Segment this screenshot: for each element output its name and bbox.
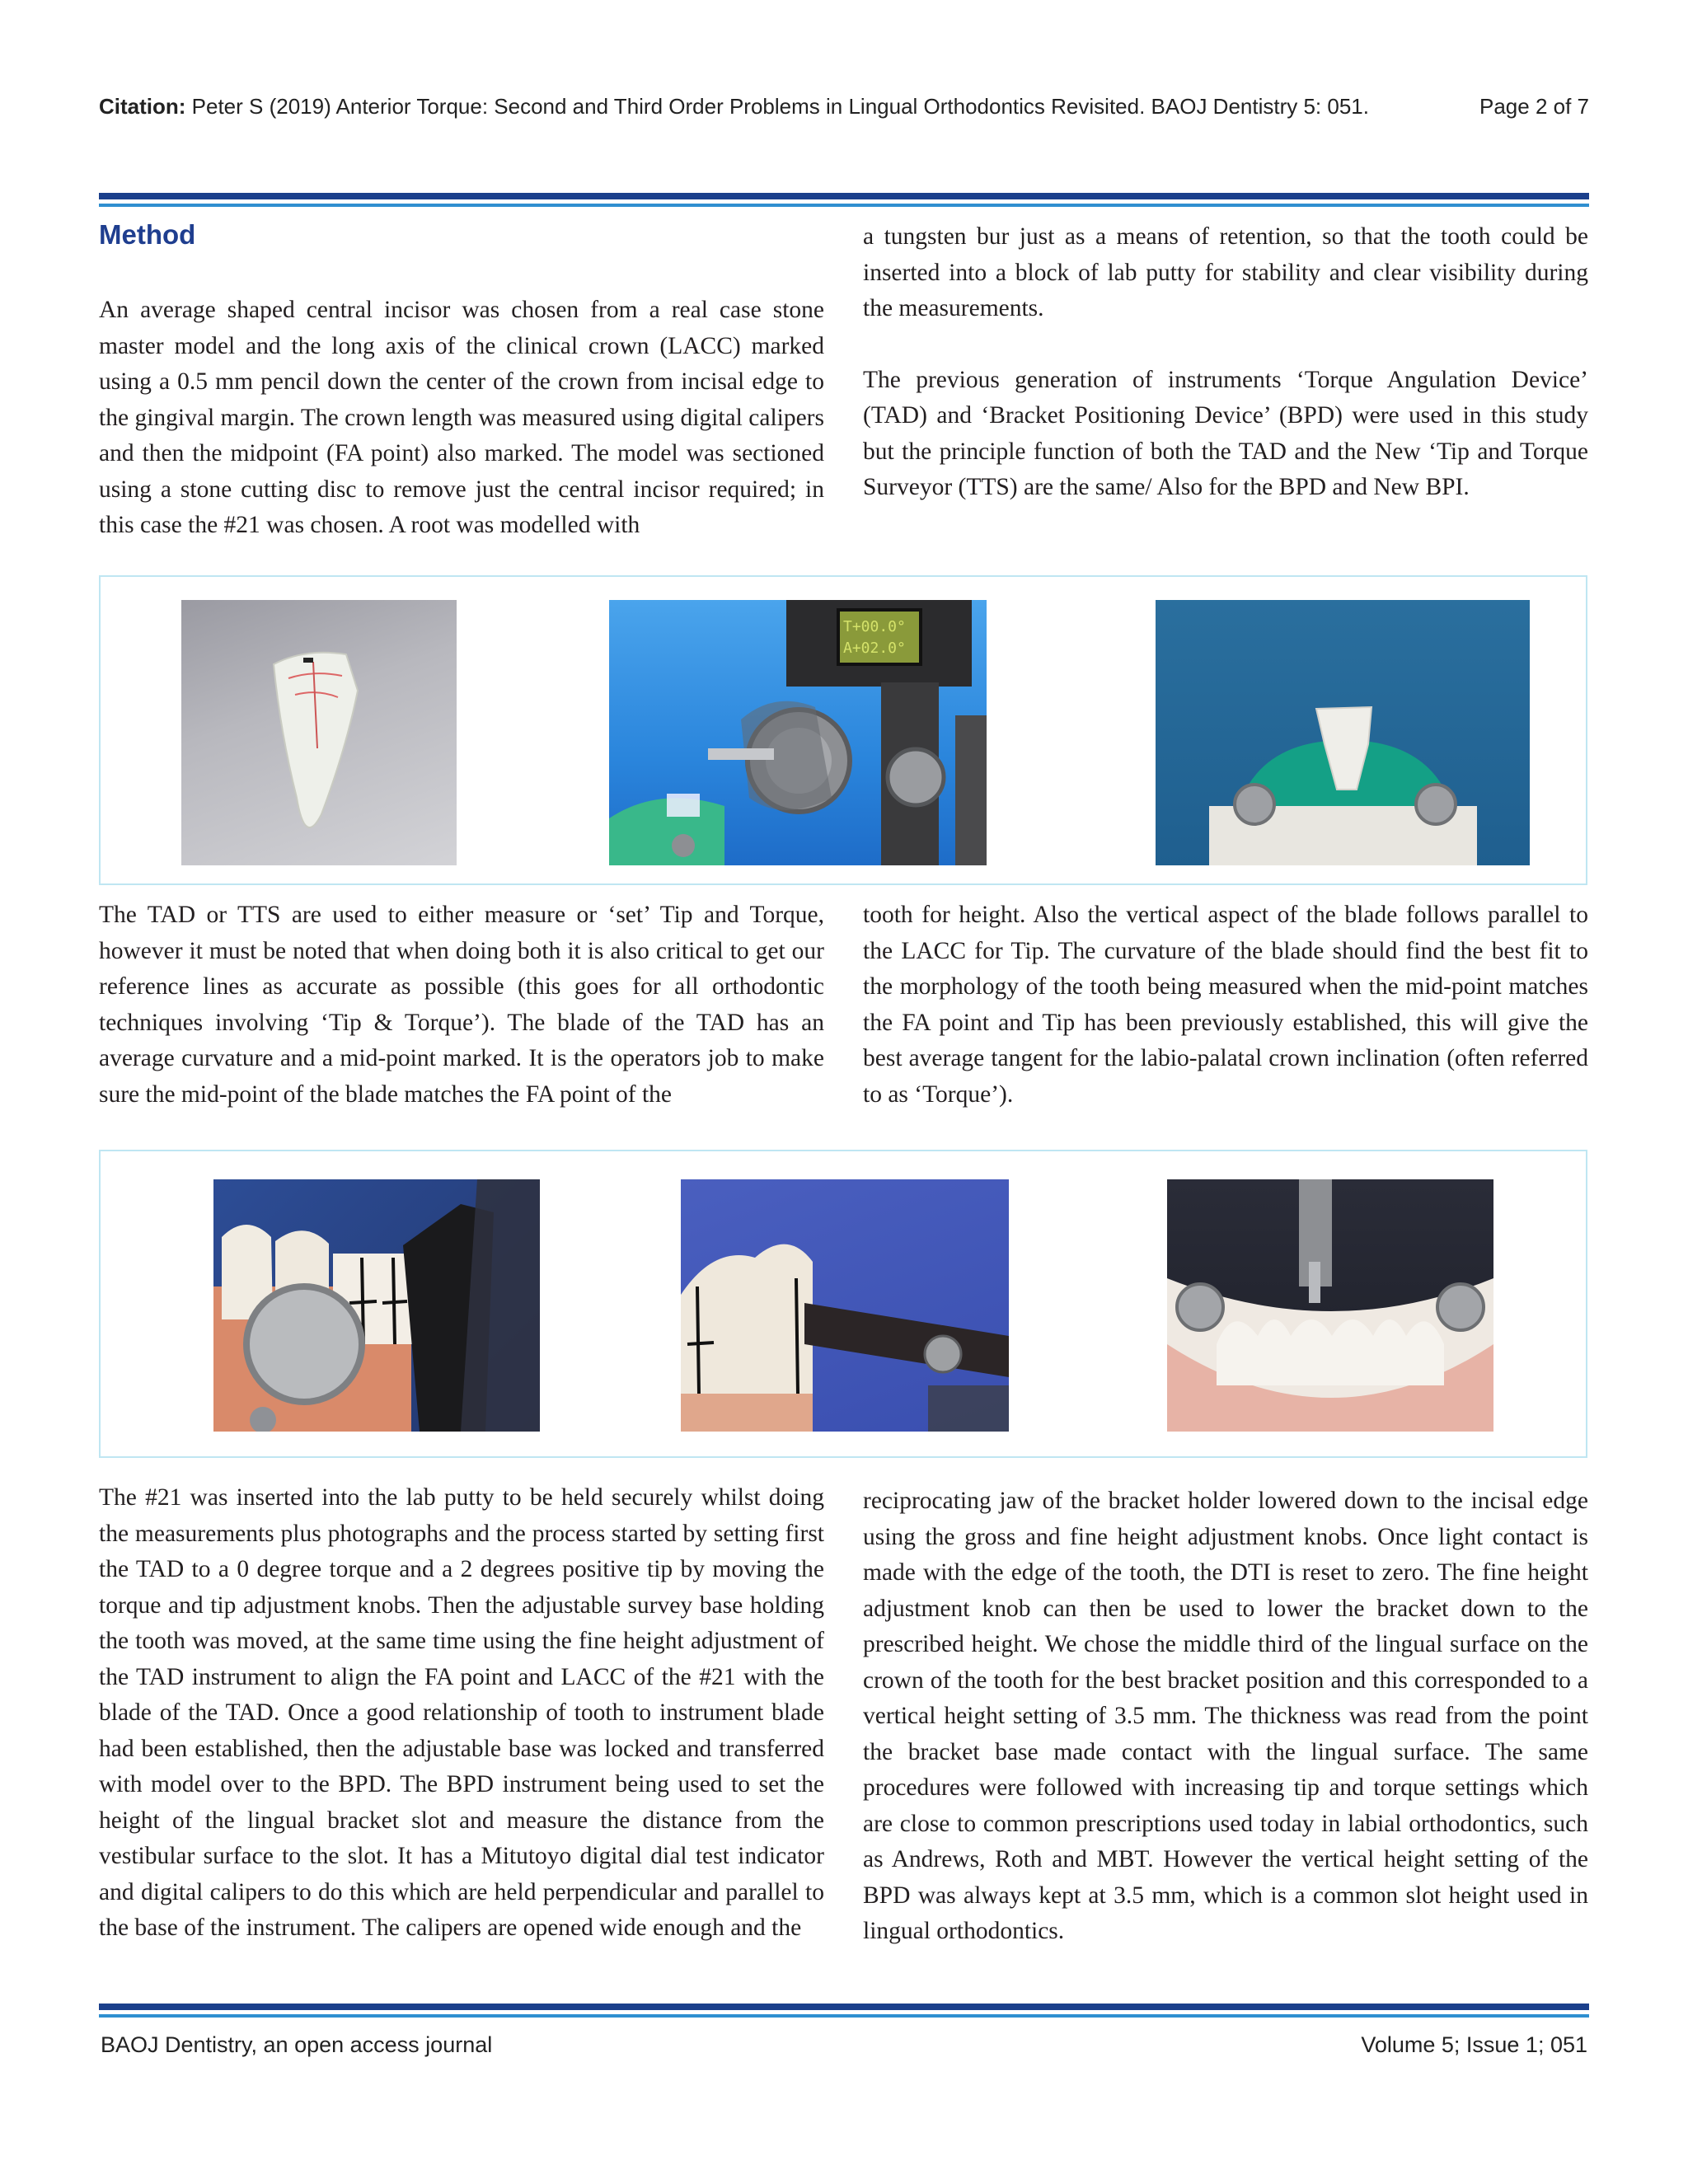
footer-rule-thick	[99, 2004, 1589, 2010]
block3-right-column	[863, 1483, 1588, 1950]
block1-right-column	[863, 219, 1588, 506]
header-rule-thin	[99, 204, 1589, 207]
paragraph: An average shaped central incisor was chosen from a real case stone master model and the long axis of the clinical crown (LACC) marked using a 0.5 mm pencil down the center of the crown from incisal edge to the gingival margin. The crown length was measured using digital calipers and then the midpoint (FA point) also marked. The model was sectioned using a stone cutting disc to remove just the central incisor required; in this case the #21 was chosen. A root was modelled with	[99, 297, 824, 538]
block1-left-column	[99, 293, 824, 544]
display-line-1: T+00.0°	[843, 618, 906, 635]
paragraph: The #21 was inserted into the lab putty to be held securely whilst doing the measurements plus photographs and the process started by setting first the TAD to a 0 degree torque and a 2 degrees positive tip by moving the torque and tip adjustment knobs. Then the adjustable survey base holding the tooth was moved, at the same time using the fine height adjustment of the TAD instrument to align the FA point and LACC of the #21 with the blade of the TAD. Once a good relationship of tooth to instrument blade had been established, then the adjustable base was locked and transferred with model over to the BPD. The BPD instrument being used to set the height of the lingual bracket slot and measure the distance from the vestibular surface to the slot. It has a Mitutoyo digital dial test indicator and digital calipers to do this which are held perpendicular and parallel to the base of the instrument. The calipers are opened wide enough and the	[99, 1484, 824, 1941]
paragraph: The TAD or TTS are used to either measure or ‘set’ Tip and Torque, however it must be noted that when doing both it is also critical to get our reference lines as accurate as possible (this goes for all orthodontic techniques involving ‘Tip & Torque’). The blade of the TAD has an average curvature and a mid-point marked. It is the operators job to make sure the mid-point of the blade matches the FA point of the	[99, 902, 824, 1108]
paragraph: reciprocating jaw of the bracket holder lowered down to the incisal edge using the gross and fine height adjustment knobs. Once light contact is made with the edge of the tooth, the DTI is reset to zero. The fine height adjustment knob can then be used to lower the bracket down to the prescribed height. We chose the middle third of the lingual surface on the crown of the tooth for the best bracket position and this corresponded to a vertical height setting of 3.5 mm. The thickness was read from the point the bracket base made contact with the lingual surface. The same procedures were followed with increasing tip and torque settings which are close to common prescriptions used today in labial orthodontics, such as Andrews, Roth and MBT. However the vertical height setting of the BPD was always kept at 3.5 mm, which is a common slot height used in lingual orthodontics.	[863, 1488, 1588, 1944]
citation-text: Peter S (2019) Anterior Torque: Second and Third Order Problems in Lingual Orthodontics Revisited. BAOJ Dentistry 5: 051.	[191, 94, 1369, 119]
photo-tad-instrument	[609, 600, 987, 865]
photo-blade-on-model	[213, 1179, 540, 1432]
photo-dental-arch	[1167, 1179, 1493, 1432]
photo-tooth-in-putty	[1156, 600, 1530, 865]
citation	[99, 94, 1369, 120]
block3-left-column	[99, 1480, 824, 1947]
page-footer	[101, 2032, 1587, 2058]
volume-issue: Volume 5; Issue 1; 051	[1361, 2032, 1587, 2057]
citation-header	[99, 94, 1589, 120]
figure-2	[99, 1150, 1587, 1458]
photo-sectioned-incisor	[181, 600, 457, 865]
footer-rule-thin	[99, 2014, 1589, 2018]
paragraph: a tungsten bur just as a means of retention, so that the tooth could be inserted into a block of lab putty for stability and clear visibility during the measurements.	[863, 223, 1588, 321]
block2-right-column	[863, 898, 1588, 1113]
section-title: Method	[99, 219, 196, 250]
figure-1	[99, 575, 1587, 885]
header-rule-thick	[99, 193, 1589, 199]
display-line-2: A+02.0°	[843, 640, 906, 657]
citation-label: Citation:	[99, 94, 186, 119]
paragraph: The previous generation of instruments ‘Torque Angulation Device’ (TAD) and ‘Bracket Positioning Device’ (BPD) were used in this study but the principle function of both the TAD and the New ‘Tip and Torque Surveyor (TTS) are the same/ Also for the BPD and New BPI.	[863, 366, 1588, 500]
block2-left-column	[99, 898, 824, 1113]
photo-tooth-marks	[681, 1179, 1009, 1432]
page-number: Page 2 of 7	[1479, 94, 1589, 119]
journal-name: BAOJ Dentistry, an open access journal	[101, 2032, 493, 2057]
paragraph: tooth for height. Also the vertical aspect of the blade follows parallel to the LACC for Tip. The curvature of the blade should find the best fit to the morphology of the tooth being measured when the mid-point matches the FA point and Tip has been previously established, this will give the best average tangent for the labio-palatal crown inclination (often referred to as ‘Torque’).	[863, 902, 1588, 1108]
